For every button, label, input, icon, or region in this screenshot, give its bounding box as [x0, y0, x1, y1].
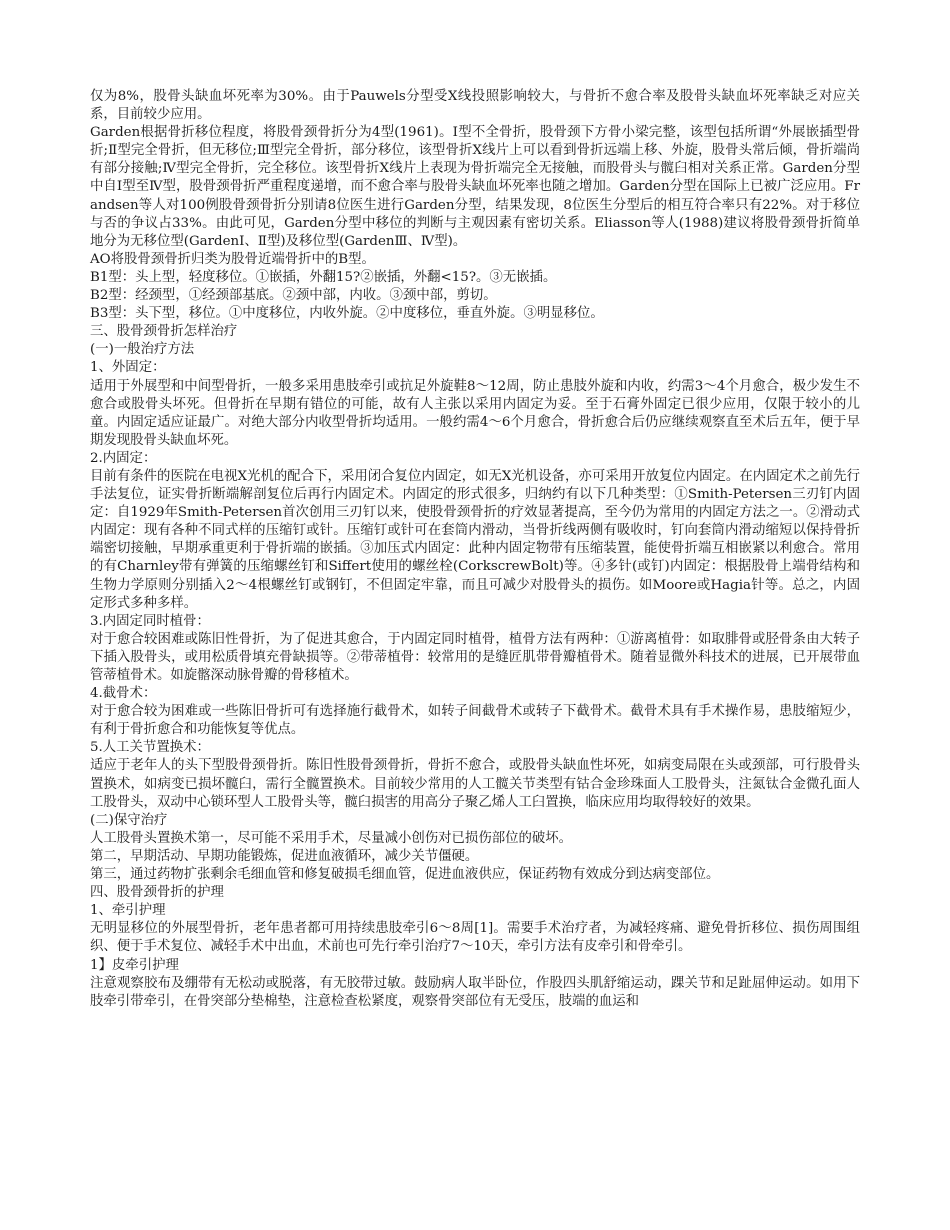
- subsection-heading-general-treatment: (一)一般治疗方法: [90, 342, 195, 358]
- paragraph-internal-fixation: 目前有条件的医院在电视X光机的配合下，采用闭合复位内固定，如无X光机设备，亦可采用开放复位内固定。在内固定术之前先行手法复位，证实骨折断端解剖复位后再行内固定术。内固定的形式很多，归纳约有以下几种类型：①Smith-Petersen三刃钉内固定：自1929年Smith-Petersen首次创用三刃钉以来，使股骨颈骨折的疗效显著提高，至今仍为常用的内固定方法之一。②滑动式内固定：现有各种不同式样的压缩钉或针。压缩钉或针可在套筒内滑动，当骨折线两侧有吸收时，钉向套筒内滑动缩短以保持骨折端密切接触，早期承重更利于骨折端的嵌插。③加压式内固定：此种内固定物带有压缩装置，能使骨折端互相嵌紧以利愈合。常用的有Charnley带有弹簧的压缩螺丝钉和Siffert使用的螺丝栓(CorkscrewBolt)等。④多针(或钉)内固定：根据股骨上端骨结构和生物力学原则分别插入2～4根螺丝钉或钢钉，不但固定牢靠，而且可减少对股骨头的损伤。如Moore或Hagia针等。总之，内固定形式多种多样。: [90, 468, 860, 611]
- item-heading-external-fixation: 1、外固定：: [90, 360, 166, 376]
- paragraph-conservative-second: 第二，早期活动、早期功能锻炼，促进血液循环，减少关节僵硬。: [90, 848, 479, 864]
- section-heading-nursing: 四、股骨颈骨折的护理: [90, 885, 224, 901]
- paragraph-osteotomy: 对于愈合较为困难或一些陈旧骨折可有选择施行截骨术，如转子间截骨术或转子下截骨术。截骨术具有手术操作易，患肢缩短少，有利于骨折愈合和功能恢复等优点。: [90, 704, 860, 738]
- paragraph-ao-classification: AO将股骨颈骨折归类为股骨近端骨折中的B型。: [90, 251, 375, 267]
- paragraph-joint-replacement: 适应于老年人的头下型股骨颈骨折。陈旧性股骨颈骨折，骨折不愈合，或股骨头缺血性坏死，如病变局限在头或颈部，可行股骨头置换术，如病变已损坏髋臼，需行全髋置换术。目前较少常用的人工髋关节类型有钴合金珍珠面人工股骨头，注氮钛合金微孔面人工股骨头，双动中心锁环型人工股骨头等，髋臼损害的用高分子聚乙烯人工臼置换，临床应用均取得较好的效果。: [90, 758, 860, 810]
- paragraph-conservative-third: 第三，通过药物扩张剩余毛细血管和修复破损毛细血管，促进血液供应，保证药物有效成分到达病变部位。: [90, 867, 720, 883]
- paragraph-pauwels-end: 仅为8%，股骨头缺血坏死率为30%。由于Pauwels分型受X线投照影响较大，与骨折不愈合率及股骨头缺血坏死率缺乏对应关系，目前较少应用。: [90, 89, 860, 123]
- item-heading-osteotomy: 4.截骨术：: [90, 686, 157, 702]
- item-heading-bone-graft: 3.内固定同时植骨：: [90, 613, 210, 629]
- paragraph-bone-graft: 对于愈合较困难或陈旧性骨折，为了促进其愈合，于内固定同时植骨，植骨方法有两种：①游离植骨：如取腓骨或胫骨条由大转子下插入股骨头，或用松质骨填充骨缺损等。②带蒂植骨：较常用的是缝匠肌带骨瓣植骨术。随着显微外科技术的进展，已开展带血管蒂植骨术。如旋髂深动脉骨瓣的骨移植术。: [90, 631, 860, 683]
- item-heading-internal-fixation: 2.内固定：: [90, 450, 157, 466]
- paragraph-b1-type: B1型：头上型，轻度移位。①嵌插，外翻15?②嵌插，外翻<15?。③无嵌插。: [90, 269, 557, 285]
- item-heading-traction-nursing: 1、牵引护理: [90, 903, 166, 919]
- paragraph-traction-nursing: 无明显移位的外展型骨折，老年患者都可用持续患肢牵引6～8周[1]。需要手术治疗者，为减轻疼痛、避免骨折移位、损伤周围组织、便于手术复位、减轻手术中出血，术前也可先行牵引治疗7～10天，牵引方法有皮牵引和骨牵引。: [90, 921, 860, 955]
- paragraph-garden-classification: Garden根据骨折移位程度，将股骨颈骨折分为4型(1961)。Ⅰ型不全骨折，股骨颈下方骨小梁完整，该型包括所谓“外展嵌插型骨折;Ⅱ型完全骨折，但无移位;Ⅲ型完全骨折，部分移位，该型骨折X线片上可以看到骨折远端上移、外旋，股骨头常后倾，骨折端尚有部分接触;Ⅳ型完全骨折，完全移位。该型骨折X线片上表现为骨折端完全无接触，而股骨头与髋臼相对关系正常。Garden分型中自Ⅰ型至Ⅳ型，股骨颈骨折严重程度递增，而不愈合率与股骨头缺血坏死率也随之增加。Garden分型在国际上已被广泛应用。Frandsen等人对100例股骨颈骨折分别请8位医生进行Garden分型，结果发现，8位医生分型后的相互符合率只有22%。对于移位与否的争议占33%。由此可见，Garden分型中移位的判断与主观因素有密切关系。Eliasson等人(1988)建议将股骨颈骨折简单地分为无移位型(GardenⅠ、Ⅱ型)及移位型(GardenⅢ、Ⅳ型)。: [90, 125, 860, 249]
- subsection-heading-conservative-treatment: (二)保守治疗: [90, 812, 168, 828]
- paragraph-b3-type: B3型：头下型，移位。①中度移位，内收外旋。②中度移位，垂直外旋。③明显移位。: [90, 306, 604, 322]
- paragraph-external-fixation: 适用于外展型和中间型骨折，一般多采用患肢牵引或抗足外旋鞋8～12周，防止患肢外旋和内收，约需3～4个月愈合，极少发生不愈合或股骨头坏死。但骨折在早期有错位的可能，故有人主张以采用内固定为妥。至于石膏外固定已很少应用，仅限于较小的儿童。内固定适应证最广。对绝大部分内收型骨折均适用。一般约需4～6个月愈合，骨折愈合后仍应继续观察直至术后五年，便于早期发现股骨头缺血坏死。: [90, 378, 860, 448]
- item-heading-joint-replacement: 5.人工关节置换术：: [90, 740, 210, 756]
- paragraph-b2-type: B2型：经颈型，①经颈部基底。②颈中部，内收。③颈中部，剪切。: [90, 288, 497, 304]
- paragraph-skin-traction: 注意观察胶布及绷带有无松动或脱落，有无胶带过敏。鼓励病人取半卧位，作股四头肌舒缩运动，踝关节和足趾屈伸运动。如用下肢牵引带牵引，在骨突部分垫棉垫，注意检查松紧度，观察骨突部位有无受压，肢端的血运和: [90, 975, 860, 1009]
- paragraph-conservative-first: 人工股骨头置换术第一，尽可能不采用手术，尽量减小创伤对已损伤部位的破坏。: [90, 830, 573, 846]
- section-heading-treatment: 三、股骨颈骨折怎样治疗: [90, 324, 238, 340]
- item-heading-skin-traction: 1】皮牵引护理: [90, 957, 179, 973]
